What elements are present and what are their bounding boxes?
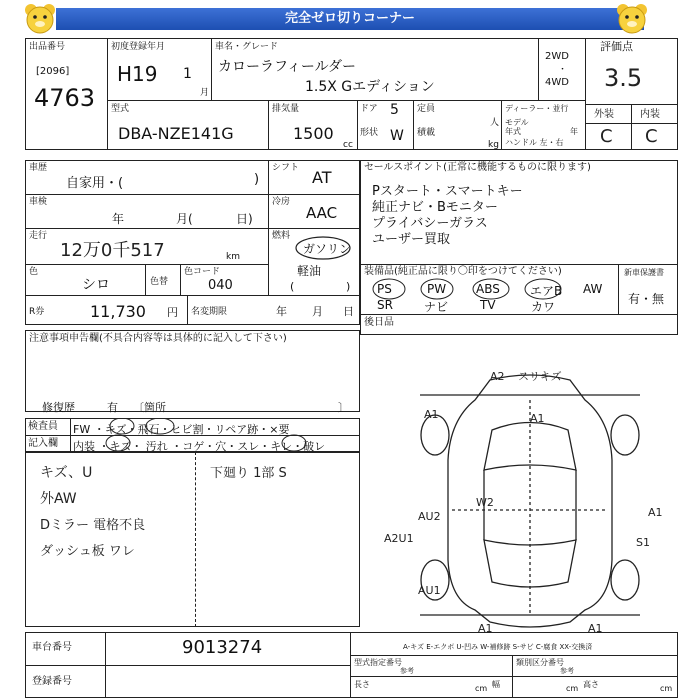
fuel-gasoline: ガソリン xyxy=(303,242,352,256)
car-label: 車名・グレード xyxy=(215,42,279,52)
diagram-label: A2U1 xyxy=(384,532,414,545)
equip-label: 装備品(純正品に限り〇印をつけてください) xyxy=(364,266,562,277)
model-label: 型式 xyxy=(111,104,130,114)
model-value: DBA-NZE141G xyxy=(118,124,234,143)
drive-4wd: 4WD xyxy=(545,77,569,88)
repair-value: 有 xyxy=(107,401,118,414)
fuel-other-open: ( xyxy=(290,280,295,293)
chassis-label: 車台番号 xyxy=(32,642,72,653)
height-label: 高さ xyxy=(583,680,599,689)
selling-label: セールスポイント(正常に機能するものに限ります) xyxy=(364,162,591,173)
doors-label: ドア xyxy=(360,104,378,114)
equip-tv: TV xyxy=(480,298,496,312)
model-year-label: モデル xyxy=(505,118,529,127)
selling-point: プライバシーガラス xyxy=(372,216,488,231)
repair-close: 〕 xyxy=(338,401,349,414)
lot-sub: [2096] xyxy=(36,66,70,77)
shift-value: AT xyxy=(312,168,332,187)
note-line: 外AW xyxy=(40,491,77,507)
selling-point: Pスタート・スマートキー xyxy=(372,184,523,199)
cap-label: 定員 xyxy=(417,104,436,114)
equip-pw: PW xyxy=(427,282,447,296)
ext-grade: C xyxy=(600,126,613,147)
drive-dot: ・ xyxy=(558,65,568,75)
history-label: 車歴 xyxy=(29,163,48,173)
diagram-label: A1 xyxy=(588,622,603,635)
diagram-label: S1 xyxy=(636,536,650,549)
class-number-label: 類別区分番号 xyxy=(516,658,564,667)
inspector-exterior-row: FW ・キズ・飛石・ヒビ割・リペア跡・×要 xyxy=(73,423,290,436)
int-label: 内装 xyxy=(640,109,660,120)
new-warranty-label: 新車保護書 xyxy=(624,268,664,277)
diagram-label: AU1 xyxy=(418,584,441,597)
fuel-diesel: 軽油 xyxy=(297,264,322,278)
fuel-other-close: ) xyxy=(346,280,351,293)
diagram-label: スリキズ xyxy=(518,370,562,383)
entry-label: 記入欄 xyxy=(28,438,58,449)
equip-ps: PS xyxy=(377,282,392,296)
reg-month-unit: 月 xyxy=(200,88,210,98)
name-change-month: 月 xyxy=(312,305,323,318)
diagram-legend: A-キズ E-エクボ U-凹み W-補修跡 S-サビ C-腐食 XX-交換済 xyxy=(403,643,593,651)
ac-label: 冷房 xyxy=(272,197,291,207)
note-line: キズ、U xyxy=(40,465,93,481)
inspection-label: 車検 xyxy=(29,197,48,207)
mileage-label: 走行 xyxy=(29,231,48,241)
color-swap-label: 色替 xyxy=(150,277,169,287)
diagram-label: W2 xyxy=(476,496,494,509)
recycle-value: 11,730 xyxy=(90,302,146,321)
history-close: ) xyxy=(254,172,260,187)
shape-label: 形状 xyxy=(360,128,379,138)
car-grade: 1.5X Gエディション xyxy=(305,79,435,95)
diagram-label: A1 xyxy=(478,622,493,635)
inspector-label: 検査員 xyxy=(28,421,58,432)
chassis-value: 9013274 xyxy=(182,637,263,658)
note-line: ダッシュ板 ワレ xyxy=(40,544,135,559)
reg-era: H19 xyxy=(117,62,158,86)
banner-title: 完全ゼロ切りコーナー xyxy=(56,8,644,30)
doors-value: 5 xyxy=(390,102,399,118)
score-value: 3.5 xyxy=(604,64,643,92)
disp-value: 1500 xyxy=(293,124,334,143)
selling-point: 純正ナビ・Bモニター xyxy=(372,200,498,215)
height-unit: cm xyxy=(660,684,673,693)
disp-label: 排気量 xyxy=(272,104,300,114)
equip-airbag: エアB xyxy=(530,284,563,298)
length-unit: cm xyxy=(475,684,488,693)
reg-label: 初度登録年月 xyxy=(111,42,166,52)
year-label: 年式 xyxy=(505,127,521,136)
mileage-unit: km xyxy=(226,252,240,262)
header-banner xyxy=(0,0,700,38)
inspection-year: 年 xyxy=(112,212,125,226)
reg-month: 1 xyxy=(183,66,192,82)
dealer-label: ディーラー・並行 xyxy=(505,104,569,113)
equip-leather: カワ xyxy=(531,300,556,314)
bear-mascot-icon xyxy=(614,2,650,36)
new-warranty-value: 有・無 xyxy=(628,292,665,306)
ref-label: 参考 xyxy=(560,667,574,675)
color-code: 040 xyxy=(208,278,233,293)
width-label: 幅 xyxy=(492,680,500,689)
car-damage-diagram xyxy=(380,360,680,640)
cap-unit: 人 xyxy=(490,118,500,128)
note-line: Dミラー 電格不良 xyxy=(40,518,146,533)
name-change-year: 年 xyxy=(276,305,287,318)
year-unit: 年 xyxy=(570,127,578,136)
history-value: 自家用・( xyxy=(66,176,124,191)
lot-label: 出品番号 xyxy=(29,42,66,52)
ac-value: AAC xyxy=(306,204,338,222)
note-line: 下廻り 1部 S xyxy=(210,466,287,481)
equip-sr: SR xyxy=(377,298,393,312)
shift-label: シフト xyxy=(272,163,300,173)
color-code-label: 色コード xyxy=(184,267,221,277)
load-unit: kg xyxy=(488,140,499,150)
recycle-unit: 円 xyxy=(167,306,178,319)
color-value: シロ xyxy=(82,277,110,293)
notes-label: 注意事項申告欄(不具合内容等は具体的に記入して下さい) xyxy=(29,333,287,344)
reg-no-label: 登録番号 xyxy=(32,676,72,687)
inspection-month: 月( xyxy=(176,212,193,226)
shape-value: W xyxy=(390,128,404,144)
name-change-day: 日 xyxy=(343,305,354,318)
mileage-value: 12万0千517 xyxy=(60,240,165,261)
inspector-interior-row: 内装 ・キズ・ 汚れ ・コゲ・穴・スレ・キレ・破レ xyxy=(73,440,326,453)
recycle-label: R券 xyxy=(29,307,45,317)
fuel-label: 燃料 xyxy=(272,231,291,241)
load-label: 積載 xyxy=(417,128,436,138)
equip-aw: AW xyxy=(583,282,603,296)
type-designation-label: 型式指定番号 xyxy=(354,658,402,667)
name-change-label: 名変期限 xyxy=(191,307,228,317)
ext-label: 外装 xyxy=(594,109,614,120)
length-label: 長さ xyxy=(354,680,370,689)
car-name: カローラフィールダー xyxy=(218,59,357,75)
disp-unit: cc xyxy=(343,140,353,150)
fuel-circle-mark xyxy=(294,234,356,262)
lot-number: 4763 xyxy=(34,84,96,112)
handle-label: ハンドル 左・右 xyxy=(505,138,564,147)
diagram-label: A1 xyxy=(648,506,663,519)
diagram-label: A1 xyxy=(424,408,439,421)
bear-mascot-icon xyxy=(22,2,58,36)
color-label: 色 xyxy=(29,267,39,277)
width-unit: cm xyxy=(566,684,579,693)
rear-seat-label: 後日品 xyxy=(364,317,394,328)
drive-2wd: 2WD xyxy=(545,51,569,62)
score-label: 評価点 xyxy=(600,40,633,53)
selling-point: ユーザー買取 xyxy=(372,232,451,247)
equip-navi: ナビ xyxy=(424,300,449,314)
equip-abs: ABS xyxy=(476,282,500,296)
int-grade: C xyxy=(645,126,658,147)
ref-label: 参考 xyxy=(400,667,414,675)
inspection-day: 日) xyxy=(236,212,253,226)
repair-label: 修復歴 xyxy=(42,401,75,414)
diagram-label: A1 xyxy=(530,412,545,425)
repair-section: 〔箇所 xyxy=(133,401,166,414)
diagram-label: AU2 xyxy=(418,510,441,523)
diagram-label: A2 xyxy=(490,370,505,383)
